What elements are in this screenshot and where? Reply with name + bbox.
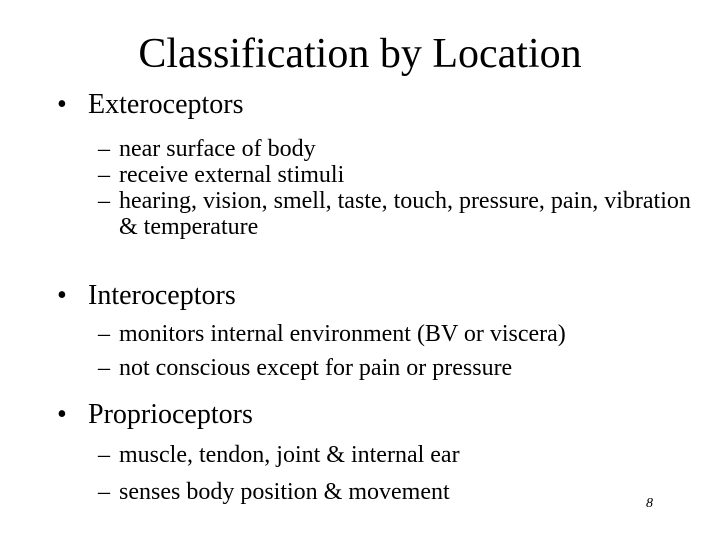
dash-icon: – — [98, 136, 110, 162]
bullet-exteroceptors — [57, 88, 244, 122]
bullet-proprioceptors — [57, 398, 253, 432]
bullet-dot-icon: • — [57, 280, 67, 311]
list-item: – not conscious except for pain or pressure — [98, 355, 513, 381]
list-item: – senses body position & movement — [98, 479, 450, 505]
list-item: – near surface of body — [98, 136, 316, 162]
dash-icon: – — [98, 479, 110, 505]
bullet-dot-icon: • — [57, 399, 67, 430]
slide-title: Classification by Location — [138, 31, 582, 77]
bullet-heading: Exteroceptors — [88, 89, 244, 120]
bullet-interoceptors — [57, 279, 236, 313]
page-number: 8 — [646, 496, 653, 511]
dash-icon: – — [98, 355, 110, 381]
bullet-heading: Proprioceptors — [88, 399, 253, 430]
bullet-dot-icon: • — [57, 89, 67, 120]
sub-list-exteroceptors — [98, 136, 698, 240]
list-item: – receive external stimuli — [98, 162, 345, 188]
dash-icon: – — [98, 162, 110, 188]
sub-list-proprioceptors — [98, 442, 698, 505]
list-item: – muscle, tendon, joint & internal ear — [98, 442, 460, 468]
bullet-heading: Interoceptors — [88, 280, 236, 311]
sub-list-interoceptors — [98, 321, 698, 381]
list-item: – monitors internal environment (BV or viscera) — [98, 321, 566, 347]
dash-icon: – — [98, 321, 110, 347]
dash-icon: – — [98, 188, 110, 214]
list-item: – hearing, vision, smell, taste, touch, pressure, pain, vibration & temperature — [98, 188, 691, 240]
dash-icon: – — [98, 442, 110, 468]
